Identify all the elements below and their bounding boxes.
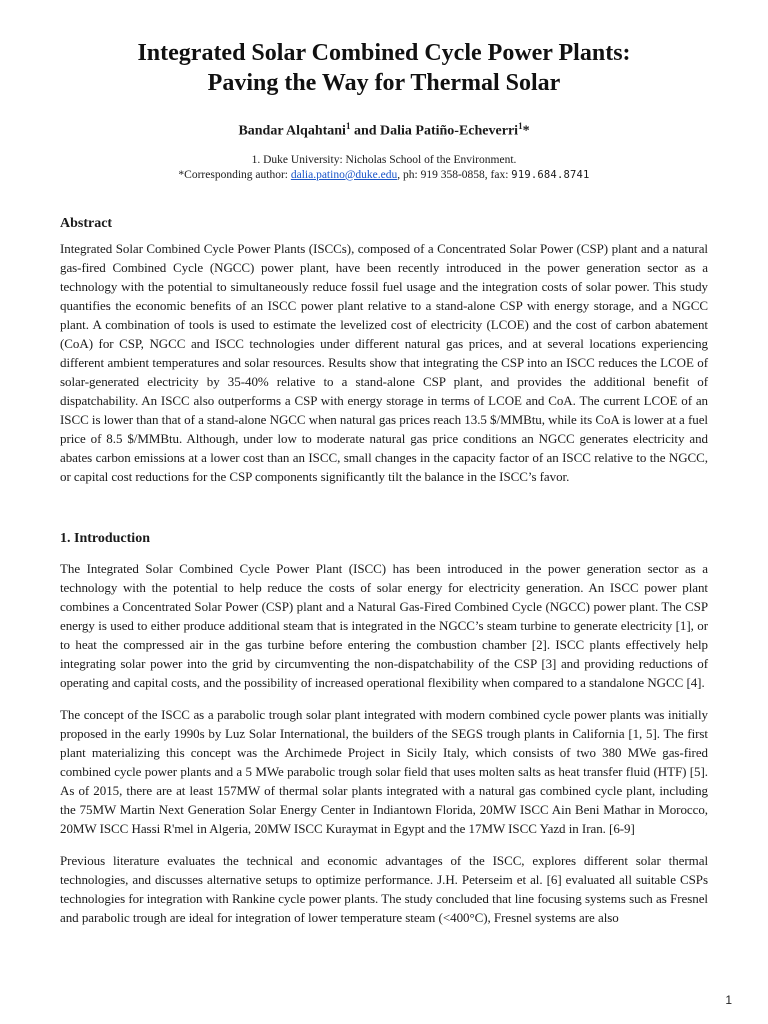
author-connector: and	[350, 123, 381, 139]
fax-number: 919.684.8741	[511, 168, 590, 181]
title-line-1: Integrated Solar Combined Cycle Power Plants:	[137, 40, 631, 66]
introduction-paragraph-3: Previous literature evaluates the technical and economic advantages of the ISCC, explores different solar thermal technologies, and discusses alternative setups to optimize performance. J.H. Peterseim et al. [6] evaluated all suitable CSPs technologies for integration with Rankine cycle power plants. The study concluded that line focusing systems such as Fresnel and parabolic trough are ideal for integration of lower temperature steam (<400°C), Fresnel systems are also	[60, 852, 708, 925]
introduction-heading: 1. Introduction	[60, 530, 150, 546]
affiliation-block	[60, 153, 708, 183]
email-link[interactable]: dalia.patino@duke.edu	[290, 168, 398, 181]
title-line-2: Paving the Way for Thermal Solar	[207, 70, 561, 96]
corresponding-prefix: *Corresponding author:	[178, 168, 291, 181]
author-2-affiliation-mark: 1	[518, 121, 523, 131]
phone-text: , ph: 919 358-0858, fax:	[397, 168, 512, 181]
abstract-heading: Abstract	[60, 215, 113, 231]
corresponding-mark: *	[522, 123, 530, 139]
page-number: 1	[725, 993, 732, 1007]
author-1-affiliation-mark: 1	[345, 121, 351, 131]
introduction-paragraph-2: The concept of the ISCC as a parabolic trough solar plant integrated with modern combined cycle power plants was initially proposed in the early 1990s by Luz Solar International, the builders of the SEGS trough plants in California [1, 5]. The first plant materializing this concept was the Archimede Project in Sicily Italy, which consists of two 380 MWe gas-fired combined cycle power plants and a 5 MWe parabolic trough solar field that uses molten salts as heat transfer fluid (HTF) [5]. As of 2015, there are at least 157MW of thermal solar plants integrated with a natural gas combined cycle plant, including the 75MW Martin Next Generation Solar Energy Center in Indiantown Florida, 20MW ISCC Ain Beni Mathar in Morocco, 20MW ISCC Hassi R'mel in Algeria, 20MW ISCC Kuraymat in Egypt and the 17MW ISCC Yazd in Iran. [6-9]	[60, 706, 708, 836]
abstract-text: Integrated Solar Combined Cycle Power Plants (ISCCs), composed of a Concentrated Solar Power (CSP) plant and a natural gas-fired Combined Cycle (NGCC) power plant, have been recently introduced in the power generation sector as a technology with the potential to simultaneously reduce fossil fuel usage and the integration costs of solar power. This study quantifies the economic benefits of an ISCC power plant relative to a stand-alone CSP with energy storage, and a NGCC plant. A combination of tools is used to estimate the levelized cost of electricity (LCOE) and the cost of carbon abatement (CoA) for CSP, NGCC and ISCC technologies under different natural gas prices, and at several locations experiencing different ambient temperatures and solar resources. Results show that integrating the CSP into an ISCC reduces the LCOE of solar-generated electricity by 35-40% relative to a stand-alone CSP plant, and provides the additional benefit of dispatchability. An ISCC also outperforms a CSP with energy storage in terms of LCOE and CoA. The current LCOE of an ISCC is lower than that of a stand-alone NGCC when natural gas prices reach 13.5 $/MMBtu, while its CoA is lower at a fuel price of 8.5 $/MMBtu. Although, under low to moderate natural gas price conditions an NGCC generates electricity and abates carbon emissions at a lower cost than an ISCC, small changes in the capacity factor of an ISCC relative to the NGCC, or capital cost reductions for the CSP components significantly tilt the balance in the ISCC’s favor.	[60, 240, 708, 484]
paper-title	[60, 38, 708, 98]
affiliation-line: 1. Duke University: Nicholas School of the Environment.	[251, 153, 517, 166]
introduction-paragraph-1: The Integrated Solar Combined Cycle Power Plant (ISCC) has been introduced in the power generation sector as a technology with the potential to help reduce the costs of solar energy for electricity generation. An ISCC power plant combines a Concentrated Solar Power (CSP) plant and a Natural Gas-Fired Combined Cycle (NGCC) power plant. The CSP energy is used to either produce additional steam that is integrated in the NGCC’s steam turbine to generate electricity [1], or to heat the compressed air in the gas turbine before entering the combustion chamber [2]. ISCC plants effectively help integrating solar power into the grid by circumventing the non-dispatchability of the CSP [3] and providing reductions of operating and capital costs, and the possibility of increased operational flexibility when compared to a standalone NGCC [4].	[60, 560, 708, 690]
author-1-name: Bandar Alqahtani	[238, 123, 346, 139]
author-list	[60, 117, 708, 141]
author-2-name: Dalia Patiño-Echeverri	[380, 123, 519, 139]
corresponding-author-line	[60, 168, 708, 183]
